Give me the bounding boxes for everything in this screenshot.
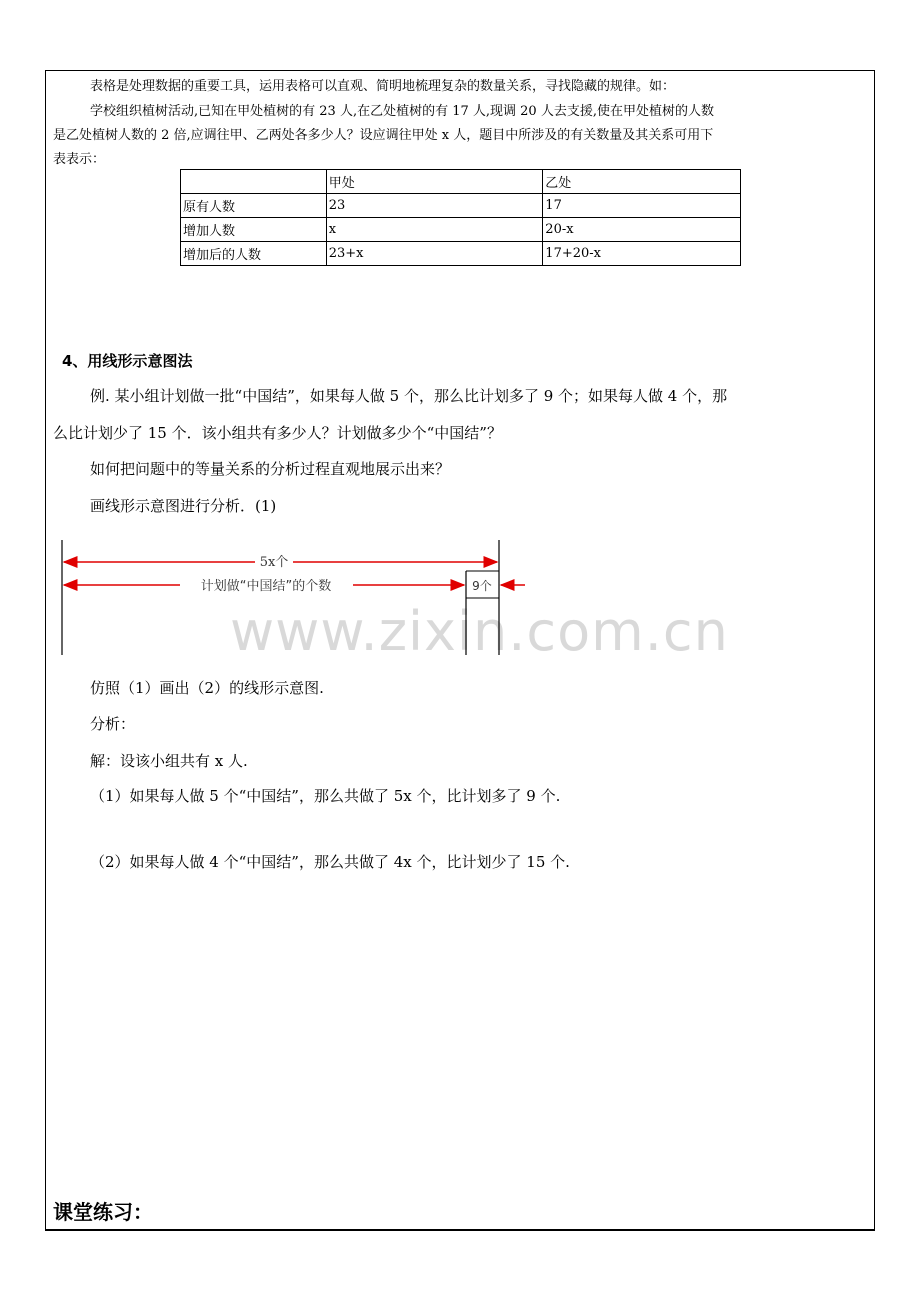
intro-line-1: 表格是处理数据的重要工具，运用表格可以直观、简明地梳理复杂的数量关系，寻找隐藏的规律。如： [90,79,676,94]
table-header-row [181,170,741,194]
table-header-cell: 乙处 [543,170,741,194]
table-cell: 增加后的人数 [181,242,327,266]
table-cell: 增加人数 [181,218,327,242]
data-table [180,169,741,266]
example-line-2: 么比计划少了 15 个．该小组共有多少人？计划做多少个“中国结”？ [53,424,502,442]
analysis-label: 分析： [90,715,136,733]
section-divider [45,1230,875,1231]
question-line: 如何把问题中的等量关系的分析过程直观地展示出来？ [90,460,451,478]
solution-line: 解：设该小组共有 x 人. [90,752,248,770]
table-cell: 20-x [543,218,741,242]
table-cell: 原有人数 [181,194,327,218]
intro-line-3: 是乙处植树人数的 2 倍,应调往甲、乙两处各多少人？设应调往甲处 x 人，题目中所涉及的有关数量及其关系可用下 [53,128,714,143]
table-row [181,194,741,218]
imitate-line: 仿照（1）画出（2）的线形示意图. [90,679,324,697]
intro-line-2: 学校组织植树活动,已知在甲处植树的有 23 人,在乙处植树的有 17 人,现调 20 人去支援,使在甲处植树的人数 [90,104,714,119]
table-cell: 17+20-x [543,242,741,266]
diagram-box-label: 9个 [472,579,492,593]
practice-heading: 课堂练习： [53,1200,153,1224]
table-row [181,242,741,266]
table-header-cell: 甲处 [326,170,543,194]
diagram-top-label: 5x个 [259,555,289,570]
table-cell: 23+x [326,242,543,266]
section-4-title: 4、用线形示意图法 [62,352,193,370]
diagram-bottom-label: 计划做“中国结”的个数 [200,579,332,594]
draw-prompt: 画线形示意图进行分析．(1) [90,497,277,515]
watermark-text: www.zixin.com.cn [230,600,729,663]
case-2-line: （2）如果每人做 4 个“中国结”，那么共做了 4x 个，比计划少了 15 个. [90,853,570,871]
table-cell: x [326,218,543,242]
line-diagram [55,535,525,660]
table-header-cell [181,170,327,194]
intro-line-4: 表表示： [53,152,106,167]
case-1-line: （1）如果每人做 5 个“中国结”，那么共做了 5x 个，比计划多了 9 个. [90,787,561,805]
example-line-1: 例. 某小组计划做一批“中国结”，如果每人做 5 个，那么比计划多了 9 个；如果每人做 4 个，那 [90,387,728,405]
table-cell: 23 [326,194,543,218]
table-cell: 17 [543,194,741,218]
table-row [181,218,741,242]
